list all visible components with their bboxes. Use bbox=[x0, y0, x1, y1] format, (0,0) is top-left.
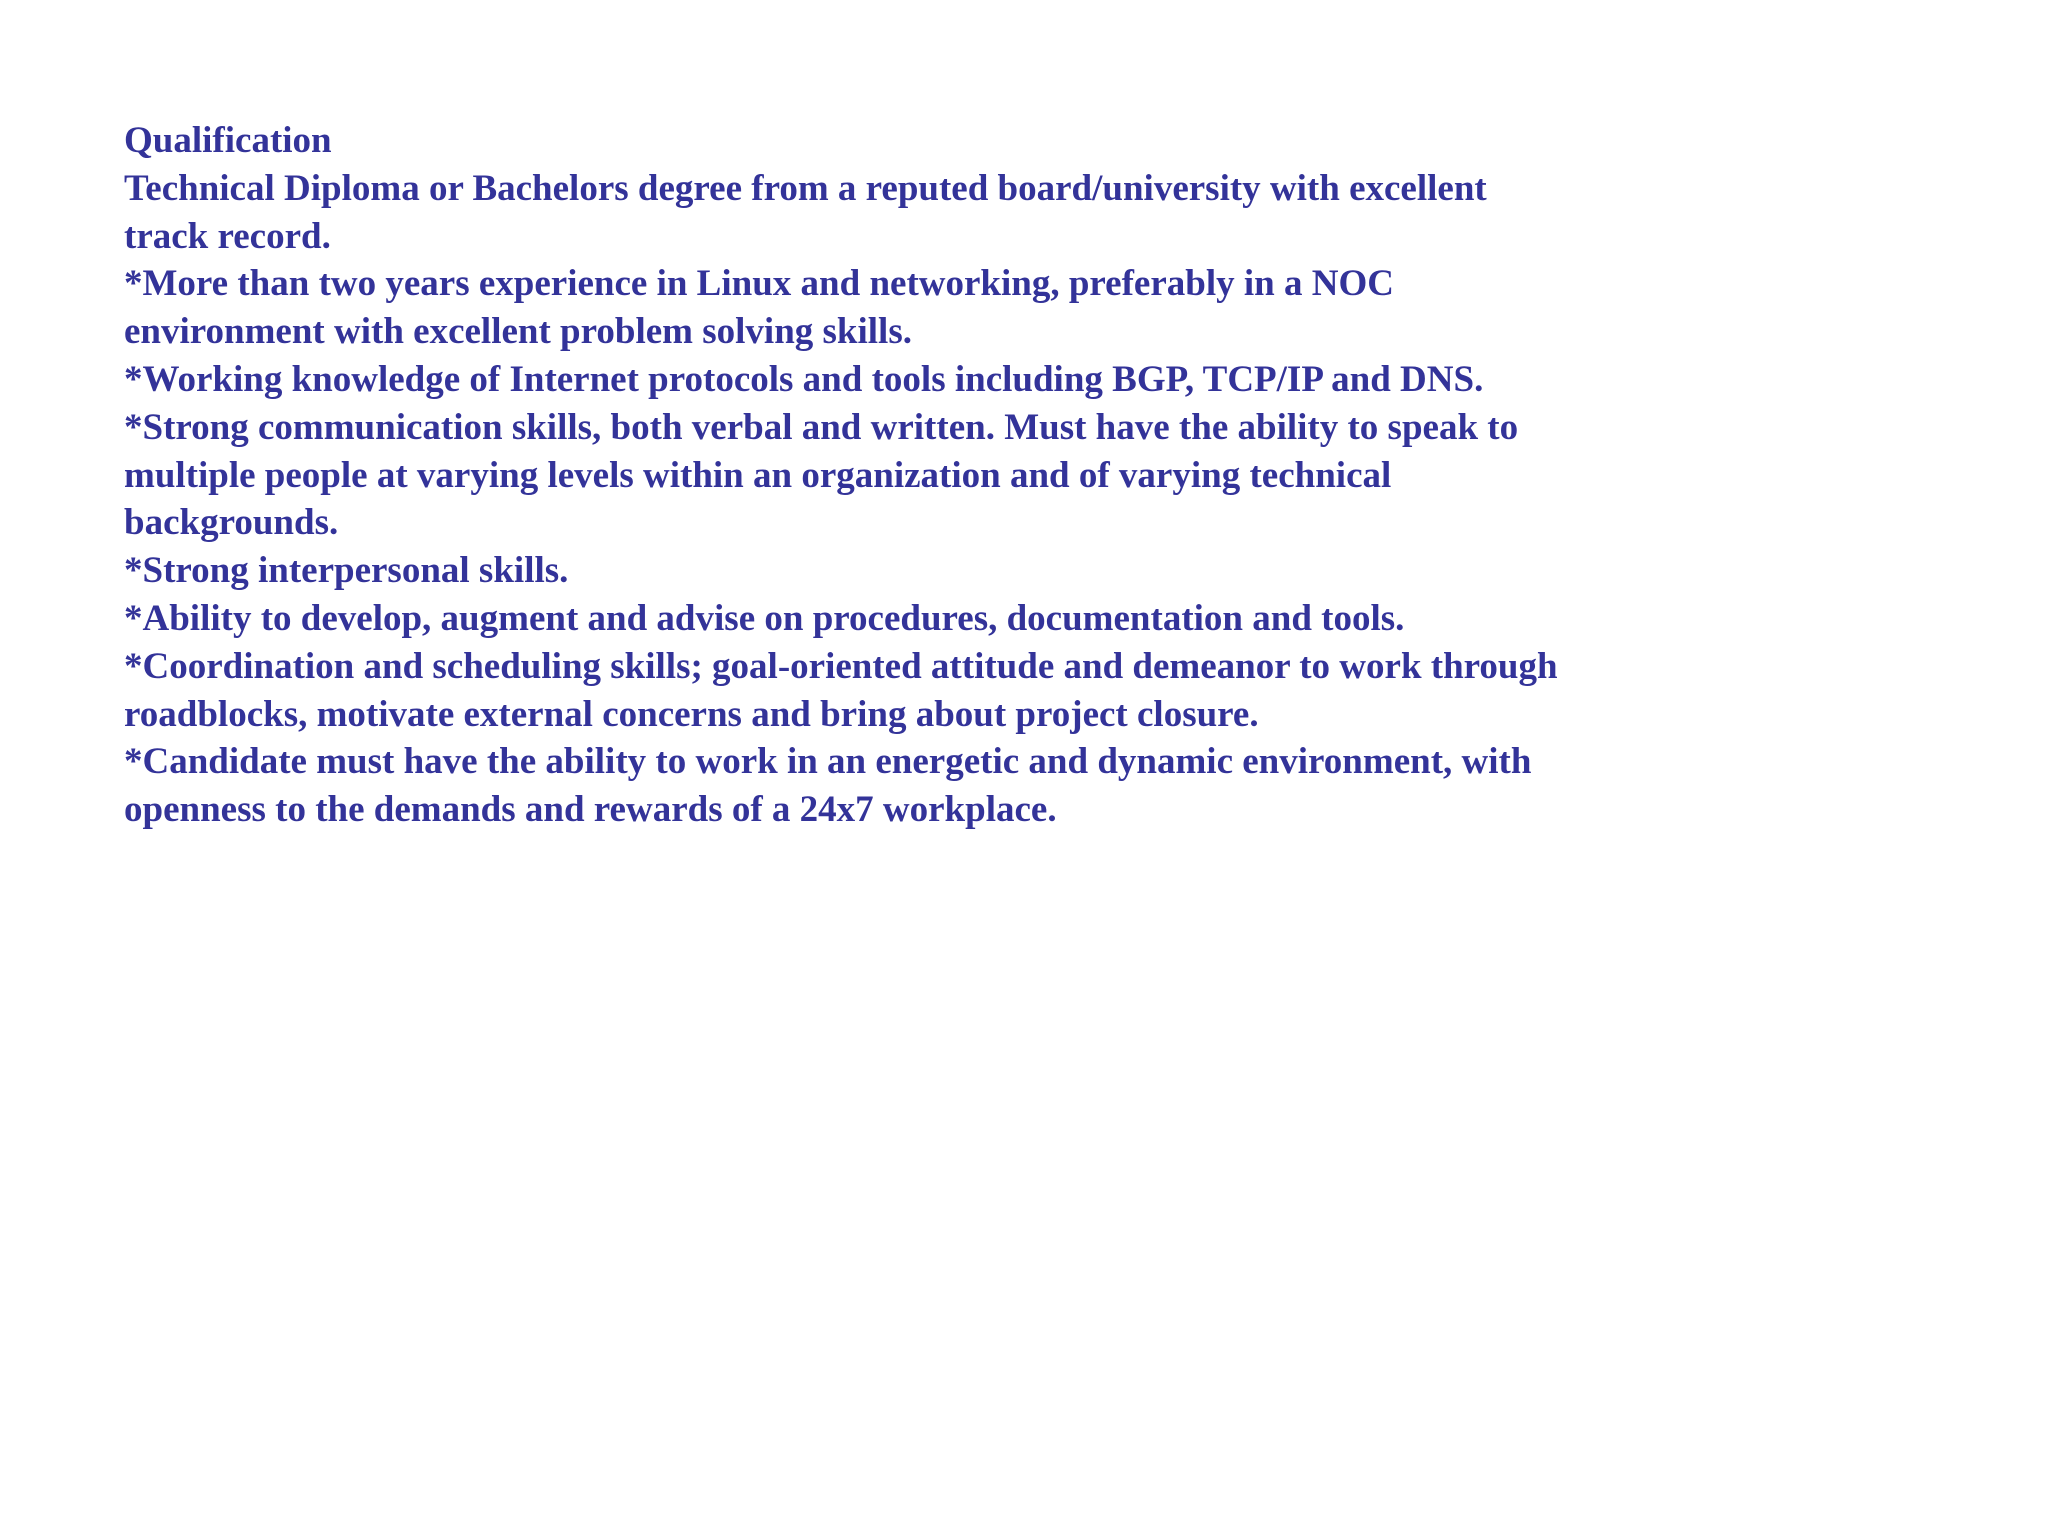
text-line: *Coordination and scheduling skills; goal-oriented attitude and demeanor to work through bbox=[124, 645, 1558, 687]
text-line: environment with excellent problem solving skills. bbox=[124, 311, 912, 353]
text-line: openness to the demands and rewards of a 24x7 workplace. bbox=[124, 789, 1057, 831]
text-line: Technical Diploma or Bachelors degree from a reputed board/university with excellent bbox=[124, 167, 1487, 209]
text-line: roadblocks, motivate external concerns and bring about project closure. bbox=[124, 693, 1259, 735]
text-line: *Candidate must have the ability to work in an energetic and dynamic environment, with bbox=[124, 741, 1532, 783]
text-line: backgrounds. bbox=[124, 502, 339, 544]
qualification-text-block bbox=[124, 117, 1824, 834]
text-line: *More than two years experience in Linux and networking, preferably in a NOC bbox=[124, 263, 1394, 305]
text-line: multiple people at varying levels within an organization and of varying technical bbox=[124, 454, 1392, 496]
text-line: *Strong communication skills, both verbal and written. Must have the ability to speak to bbox=[124, 406, 1519, 448]
text-line: *Strong interpersonal skills. bbox=[124, 550, 569, 592]
text-line: track record. bbox=[124, 215, 331, 257]
qualification-heading: Qualification bbox=[124, 120, 332, 161]
text-line: *Ability to develop, augment and advise on procedures, documentation and tools. bbox=[124, 597, 1405, 639]
text-line: *Working knowledge of Internet protocols and tools including BGP, TCP/IP and DNS. bbox=[124, 358, 1484, 400]
